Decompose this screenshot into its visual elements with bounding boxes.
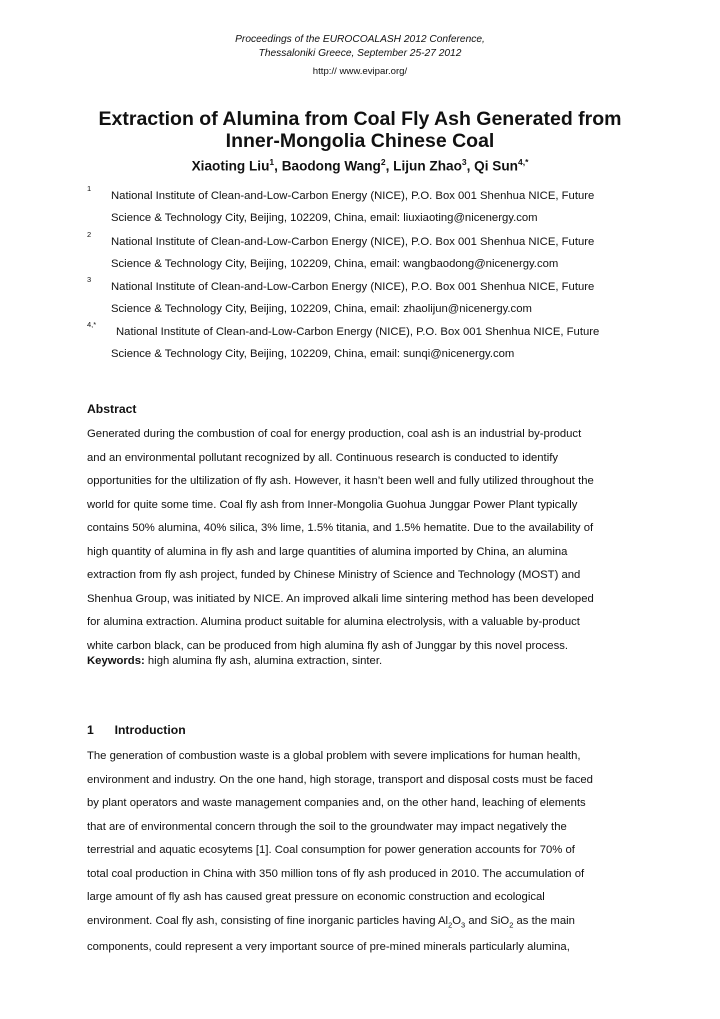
abstract-line: for alumina extraction. Alumina product suitable for alumina electrolysis, with a valuable by-product bbox=[87, 616, 580, 628]
author-name: Lijun Zhao bbox=[393, 158, 462, 174]
intro-line: that are of environmental concern through the soil to the groundwater may impact negatively the bbox=[87, 820, 567, 833]
abstract-line: high quantity of alumina in fly ash and large quantities of alumina imported by China, an alumina bbox=[87, 545, 568, 558]
author-sup: 1 bbox=[269, 157, 275, 167]
affiliation-line: Science & Technology City, Beijing, 102209, China, email: sunqi@nicenergy.com bbox=[111, 348, 515, 360]
introduction-body bbox=[87, 745, 647, 960]
author-name: Baodong Wang bbox=[281, 158, 381, 174]
author-sup: 3 bbox=[461, 157, 467, 167]
author-name: Xiaoting Liu bbox=[191, 158, 270, 174]
formula-subscript: 2 bbox=[448, 919, 453, 929]
formula-text: and SiO bbox=[465, 914, 510, 927]
author-separator: , bbox=[274, 158, 282, 174]
affiliation-line: Science & Technology City, Beijing, 102209, China, email: wangbaodong@nicenergy.com bbox=[111, 258, 559, 270]
formula-text: environment. Coal fly ash, consisting of fine inorganic particles having Al bbox=[87, 914, 449, 927]
affiliation-1 bbox=[87, 185, 647, 229]
keywords-text: high alumina fly ash, alumina extraction, sinter. bbox=[144, 655, 383, 667]
author-separator: , bbox=[385, 158, 394, 174]
intro-line: components, could represent a very important source of pre-mined minerals particularly alumina, bbox=[87, 941, 570, 954]
intro-line: by plant operators and waste management companies and, on the other hand, leaching of elements bbox=[87, 797, 586, 809]
formula-text: O bbox=[452, 914, 462, 927]
affiliation-mark: 3 bbox=[87, 275, 92, 284]
conference-header-line-2: Thessaloniki Greece, September 25-27 2012 bbox=[258, 48, 462, 59]
abstract-line: Shenhua Group, was initiated by NICE. An improved alkali lime sintering method has been developed bbox=[87, 592, 594, 605]
abstract-line: extraction from fly ash project, funded by Chinese Ministry of Science and Technology (MOST) and bbox=[87, 569, 581, 581]
keywords-label: Keywords: bbox=[87, 655, 145, 667]
affiliation-mark: 1 bbox=[87, 184, 92, 193]
abstract-line: white carbon black, can be produced from high alumina fly ash of Junggar by this novel process. bbox=[87, 639, 569, 652]
affiliation-4 bbox=[87, 321, 647, 365]
abstract-line: world for quite some time. Coal fly ash from Inner-Mongolia Guohua Junggar Power Plant typically bbox=[87, 498, 578, 511]
affiliation-line: National Institute of Clean-and-Low-Carbon Energy (NICE), P.O. Box 001 Shenhua NICE, Future bbox=[111, 281, 595, 293]
formula-subscript: 2 bbox=[509, 919, 514, 929]
section-number: 1 bbox=[87, 723, 94, 737]
paper-title bbox=[60, 108, 660, 152]
keywords bbox=[87, 655, 382, 667]
author-list bbox=[0, 157, 720, 174]
abstract-heading: Abstract bbox=[87, 402, 137, 416]
affiliation-mark: 4,* bbox=[87, 320, 97, 329]
affiliation-3 bbox=[87, 276, 647, 320]
abstract-line: opportunities for the ultilization of fly ash. However, it hasn’t been well and fully utilized throughout the bbox=[87, 475, 594, 487]
intro-line: total coal production in China with 350 million tons of fly ash produced in 2010. The accumulation of bbox=[87, 867, 585, 880]
intro-line: The generation of combustion waste is a global problem with severe implications for human health, bbox=[87, 750, 581, 762]
conference-header-line-1: Proceedings of the EUROCOALASH 2012 Conference, bbox=[235, 34, 485, 45]
affiliation-line: National Institute of Clean-and-Low-Carbon Energy (NICE), P.O. Box 001 Shenhua NICE, Future bbox=[111, 236, 595, 248]
formula-subscript: 3 bbox=[461, 919, 466, 929]
affiliation-line: National Institute of Clean-and-Low-Carbon Energy (NICE), P.O. Box 001 Shenhua NICE, Future bbox=[111, 190, 595, 202]
abstract-line: and an environmental pollutant recognized by all. Continuous research is conducted to identify bbox=[87, 451, 558, 464]
affiliation-line: Science & Technology City, Beijing, 102209, China, email: liuxiaoting@nicenergy.com bbox=[111, 212, 538, 224]
affiliation-2 bbox=[87, 231, 647, 275]
intro-line: terrestrial and aquatic ecosytems [1]. Coal consumption for power generation accounts for 70% of bbox=[87, 844, 575, 856]
author-sup: 2 bbox=[380, 157, 386, 167]
author-separator: , bbox=[466, 158, 475, 174]
intro-line: large amount of fly ash has caused great pressure on economic construction and ecological bbox=[87, 891, 545, 903]
title-line-1: Extraction of Alumina from Coal Fly Ash Generated from bbox=[98, 108, 622, 130]
section-heading-introduction bbox=[87, 723, 186, 737]
title-line-2: Inner-Mongolia Chinese Coal bbox=[225, 130, 495, 152]
author-sup: 4,* bbox=[517, 157, 529, 167]
intro-line: environment and industry. On the one hand, high storage, transport and disposal costs must be faced bbox=[87, 773, 593, 786]
affiliation-line: Science & Technology City, Beijing, 102209, China, email: zhaolijun@nicenergy.com bbox=[111, 303, 532, 315]
conference-url[interactable]: http:// www.evipar.org/ bbox=[312, 66, 408, 77]
author-name: Qi Sun bbox=[474, 158, 518, 174]
intro-line-formula bbox=[87, 910, 647, 937]
formula-text: as the main bbox=[513, 914, 575, 927]
affiliation-line: National Institute of Clean-and-Low-Carbon Energy (NICE), P.O. Box 001 Shenhua NICE, Future bbox=[116, 326, 600, 338]
section-title: Introduction bbox=[114, 723, 186, 737]
affiliation-mark: 2 bbox=[87, 230, 92, 239]
abstract-body bbox=[87, 423, 647, 658]
abstract-line: contains 50% alumina, 40% silica, 3% lime, 1.5% titania, and 1.5% hematite. Due to the availability of bbox=[87, 522, 594, 534]
abstract-line: Generated during the combustion of coal for energy production, coal ash is an industrial by-product bbox=[87, 428, 582, 440]
